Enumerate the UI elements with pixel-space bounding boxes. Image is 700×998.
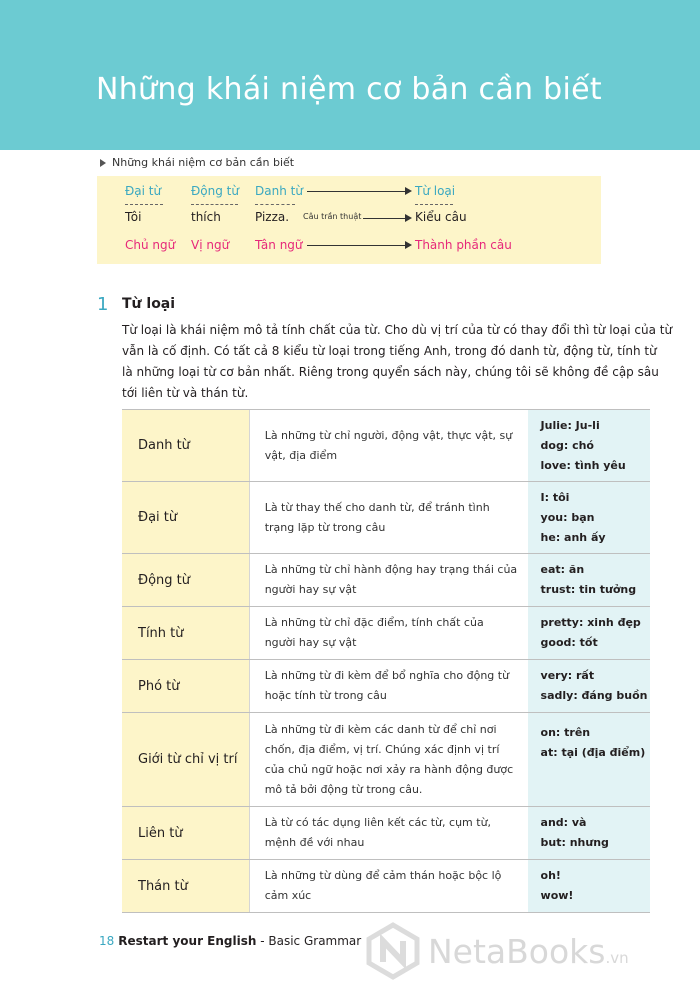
arrow-line <box>307 191 405 192</box>
arrow-right-icon <box>405 241 412 249</box>
book-title: Restart your English <box>118 934 257 948</box>
example-item: eat: ăn <box>540 563 585 576</box>
table-row <box>122 807 650 860</box>
section-title: Từ loại <box>122 296 176 312</box>
example-item: oh! <box>540 869 561 882</box>
word-type-name: Tính từ <box>122 607 249 660</box>
example-item: pretty: xinh đẹp <box>540 616 641 629</box>
word-type-desc: Là những từ chỉ đặc điểm, tính chất của người hay sự vật <box>249 607 527 660</box>
word-type-desc: Là từ thay thế cho danh từ, để tránh tình trạng lặp từ trong câu <box>249 482 527 554</box>
concept-caption <box>100 156 294 169</box>
word-type-name: Danh từ <box>122 410 249 482</box>
word-type-name: Động từ <box>122 554 249 607</box>
section-intro <box>122 320 682 404</box>
concept-row3-word: Chủ ngữ <box>125 238 176 252</box>
intro-line: tới liên từ và thán từ. <box>122 386 249 400</box>
word-type-examples <box>528 410 650 482</box>
dashed-separator <box>415 204 453 205</box>
watermark-suffix: .vn <box>605 949 629 967</box>
word-type-name: Thán từ <box>122 860 249 913</box>
word-type-name: Đại từ <box>122 482 249 554</box>
example-item: dog: chó <box>540 438 594 452</box>
table-row <box>122 482 650 554</box>
word-type-examples <box>528 713 650 807</box>
example-item: good: tốt <box>540 636 598 649</box>
concept-row3-word: Vị ngữ <box>191 238 230 252</box>
concept-caption-text: Những khái niệm cơ bản cần biết <box>112 156 295 169</box>
word-type-examples <box>528 860 650 913</box>
dashed-separator <box>255 204 295 205</box>
concept-row2-word: Pizza. <box>255 210 290 224</box>
example-item: very: rất <box>540 669 595 682</box>
concept-row2-word: Kiểu câu <box>415 210 467 224</box>
watermark-brand: NetaBooks <box>428 932 606 971</box>
concept-row1-word: Danh từ <box>255 184 303 198</box>
word-type-desc: Là những từ dùng để cảm thán hoặc bộc lộ cảm xúc <box>249 860 527 913</box>
concept-row3-word: Tân ngữ <box>255 238 303 252</box>
word-type-desc: Là những từ chỉ hành động hay trạng thái của người hay sự vật <box>249 554 527 607</box>
word-type-examples <box>528 807 650 860</box>
example-item: you: bạn <box>540 510 595 524</box>
example-item: wow! <box>540 889 574 902</box>
word-type-name: Liên từ <box>122 807 249 860</box>
intro-line: là những loại từ cơ bản nhất. Riêng trong quyển sách này, chúng tôi sẽ không đề cập sâu <box>122 365 659 379</box>
example-item: Julie: Ju-li <box>540 418 600 432</box>
dashed-separator <box>191 204 238 205</box>
page-header <box>0 0 700 150</box>
intro-line: vẫn là cố định. Có tất cả 8 kiểu từ loại trong tiếng Anh, trong đó danh từ, động từ, tính từ <box>122 344 657 358</box>
example-item: and: và <box>540 816 587 829</box>
word-type-name: Giới từ chỉ vị trí <box>122 713 249 807</box>
triangle-bullet-icon <box>100 159 106 167</box>
book-subtitle: - Basic Grammar <box>256 934 362 948</box>
arrow-label: Câu trần thuật <box>303 212 362 221</box>
example-item: I: tôi <box>540 490 570 504</box>
table-row <box>122 410 650 482</box>
page-footer <box>99 934 361 948</box>
example-item: on: trên <box>540 726 591 739</box>
concept-row2-word: thích <box>191 210 221 224</box>
word-type-examples <box>528 607 650 660</box>
table-row <box>122 607 650 660</box>
section-number: 1 <box>97 294 109 315</box>
arrow-right-icon <box>405 187 412 195</box>
table-row <box>122 713 650 807</box>
concept-row1-word: Đại từ <box>125 184 162 198</box>
word-type-examples <box>528 554 650 607</box>
word-type-desc: Là những từ đi kèm để bổ nghĩa cho động từ hoặc tính từ trong câu <box>249 660 527 713</box>
arrow-right-icon <box>405 214 412 222</box>
word-type-examples <box>528 660 650 713</box>
page-title: Những khái niệm cơ bản cần biết <box>96 72 602 107</box>
example-item: he: anh ấy <box>540 530 606 544</box>
example-item: sadly: đáng buồn <box>540 689 648 702</box>
arrow-line <box>363 218 405 219</box>
netabooks-logo-icon <box>364 922 422 980</box>
word-types-table <box>122 409 650 913</box>
concept-row3-word: Thành phần câu <box>415 238 512 252</box>
concept-row1-word: Từ loại <box>415 184 456 198</box>
table-row <box>122 660 650 713</box>
example-item: love: tình yêu <box>540 458 626 472</box>
page-number: 18 <box>99 934 115 948</box>
word-type-name: Phó từ <box>122 660 249 713</box>
concept-row2-word: Tôi <box>125 210 142 224</box>
concept-box <box>97 176 601 264</box>
table-row <box>122 554 650 607</box>
concept-row1-word: Động từ <box>191 184 239 198</box>
watermark <box>362 922 700 982</box>
watermark-text <box>428 932 629 971</box>
example-item: but: nhưng <box>540 836 609 849</box>
example-item: trust: tin tưởng <box>540 583 637 596</box>
word-type-examples <box>528 482 650 554</box>
word-type-desc: Là những từ chỉ người, động vật, thực vật, sự vật, địa điểm <box>249 410 527 482</box>
dashed-separator <box>125 204 163 205</box>
intro-line: Từ loại là khái niệm mô tả tính chất của từ. Cho dù vị trí của từ có thay đổi thì từ loại của từ <box>122 323 673 337</box>
example-item: at: tại (địa điểm) <box>540 746 646 759</box>
table-row <box>122 860 650 913</box>
word-type-desc: Là từ có tác dụng liên kết các từ, cụm từ, mệnh đề với nhau <box>249 807 527 860</box>
arrow-line <box>307 245 405 246</box>
word-type-desc: Là những từ đi kèm các danh từ để chỉ nơi chốn, địa điểm, vị trí. Chúng xác định vị trí của chủ ngữ hoặc nơi xảy ra hành động được mô tả bởi động từ trong câu. <box>249 713 527 807</box>
